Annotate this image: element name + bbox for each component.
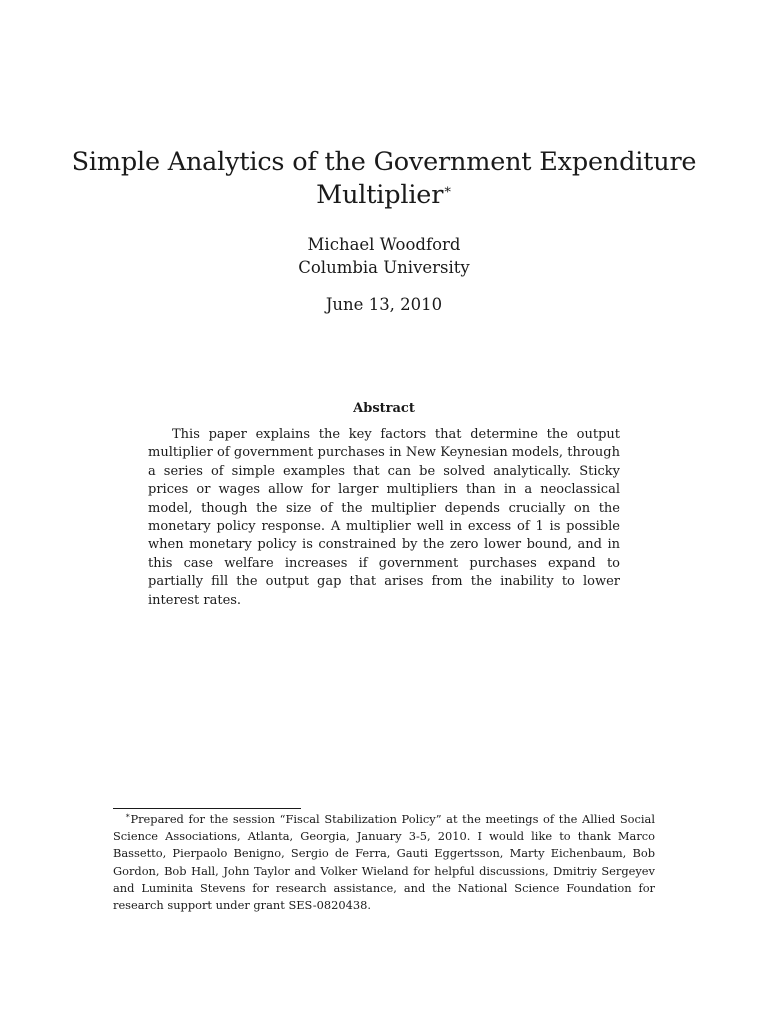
paper-title-line-1: Simple Analytics of the Government Expenditure	[71, 147, 697, 177]
paper-title-line-2-text: Multiplier	[316, 180, 444, 210]
footnote	[113, 811, 655, 914]
footnote-divider	[113, 808, 301, 809]
author-affiliation: Columbia University	[298, 258, 470, 277]
paper-date: June 13, 2010	[325, 295, 443, 314]
footnote-marker: ∗	[125, 811, 131, 821]
title-footnote-marker: ∗	[443, 182, 452, 198]
footnote-text: Prepared for the session “Fiscal Stabilization Policy” at the meetings of the Allied Social Science Associations, Atlanta, Georgia, January 3-5, 2010. I would like to thank Marco Bassetto, Pierpaolo Benigno, Sergio de Ferra, Gauti Eggertsson, Marty Eichenbaum, Bob Gordon, Bob Hall, John Taylor and Volker Wieland for helpful discussions, Dmitriy Sergeyev and Luminita Stevens for research assistance, and the National Science Foundation for research support under grant SES-0820438.	[113, 812, 655, 913]
abstract-heading: Abstract	[353, 401, 415, 416]
author-block	[0, 233, 768, 279]
paper-title-line-2	[0, 179, 768, 212]
author-name: Michael Woodford	[307, 235, 461, 254]
paper-title	[0, 146, 768, 212]
abstract-text: This paper explains the key factors that determine the output multiplier of government purchases in New Keynesian models, through a series of simple examples that can be solved analytically. Sticky prices or wages allow for larger multipliers than in a neoclassical model, though the size of the multiplier depends crucially on the monetary policy response. A multiplier well in excess of 1 is possible when monetary policy is constrained by the zero lower bound, and in this case welfare increases if government purchases expand to partially fill the output gap that arises from the inability to lower interest rates.	[148, 427, 620, 608]
